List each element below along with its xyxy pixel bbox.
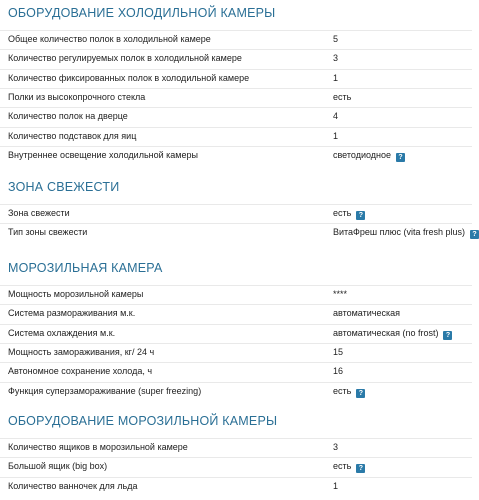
spec-value <box>333 366 343 376</box>
spec-row <box>0 88 472 108</box>
spec-value <box>333 481 338 491</box>
spec-value <box>333 308 400 318</box>
spec-value-text: есть <box>333 385 352 396</box>
spec-value-text: ВитаФреш плюс (vita fresh plus) <box>333 227 466 238</box>
spec-label: Функция суперзамораживание (super freezing) <box>8 385 202 396</box>
spec-value-text: 15 <box>333 346 344 357</box>
spec-row <box>0 343 472 363</box>
spec-value <box>333 150 405 162</box>
section-title: ОБОРУДОВАНИЕ ХОЛОДИЛЬНОЙ КАМЕРЫ <box>8 6 276 20</box>
spec-value <box>333 347 343 357</box>
spec-value <box>333 289 347 299</box>
spec-row <box>0 324 472 344</box>
spec-label: Количество фиксированных полок в холодильной камере <box>8 72 250 83</box>
spec-value <box>333 442 338 452</box>
spec-row <box>0 438 472 458</box>
spec-value-text: есть <box>333 91 352 102</box>
spec-label: Мощность замораживания, кг/ 24 ч <box>8 346 155 357</box>
spec-value-text: 16 <box>333 366 344 377</box>
help-icon[interactable]: ? <box>356 211 365 220</box>
section-title: ЗОНА СВЕЖЕСТИ <box>8 180 120 194</box>
spec-value <box>333 461 365 473</box>
spec-row <box>0 49 472 69</box>
section-title: МОРОЗИЛЬНАЯ КАМЕРА <box>8 261 163 275</box>
spec-row <box>0 30 472 50</box>
spec-label: Количество подставок для яиц <box>8 130 137 141</box>
spec-label: Система размораживания м.к. <box>8 308 136 319</box>
help-icon[interactable]: ? <box>396 153 405 162</box>
section-title: ОБОРУДОВАНИЕ МОРОЗИЛЬНОЙ КАМЕРЫ <box>8 414 278 428</box>
spec-value-text: 1 <box>333 72 339 83</box>
spec-value-text: 5 <box>333 34 339 44</box>
spec-row <box>0 127 472 147</box>
spec-value-text: **** <box>333 289 348 299</box>
spec-value-text: 1 <box>333 480 339 491</box>
spec-value <box>333 73 338 83</box>
spec-value <box>333 34 338 44</box>
spec-value <box>333 92 351 102</box>
spec-row <box>0 382 472 402</box>
spec-value-text: 3 <box>333 442 339 452</box>
spec-label: Количество ванночек для льда <box>8 480 138 491</box>
help-icon[interactable]: ? <box>443 331 452 340</box>
help-icon[interactable]: ? <box>470 230 479 239</box>
spec-value <box>333 131 338 141</box>
spec-row <box>0 69 472 89</box>
spec-value-text: 4 <box>333 111 339 122</box>
spec-row <box>0 457 472 477</box>
spec-value-text: 1 <box>333 130 339 141</box>
spec-label: Зона свежести <box>8 208 70 218</box>
spec-value <box>333 386 365 398</box>
spec-value-text: автоматическая <box>333 308 400 319</box>
spec-row <box>0 204 472 224</box>
spec-value-text: 3 <box>333 53 339 64</box>
spec-label: Большой ящик (big box) <box>8 461 108 472</box>
spec-value <box>333 53 338 63</box>
spec-label: Количество регулируемых полок в холодильной камере <box>8 53 242 64</box>
spec-value-text: есть <box>333 208 352 218</box>
spec-row <box>0 362 472 382</box>
help-icon[interactable]: ? <box>356 464 365 473</box>
help-icon[interactable]: ? <box>356 389 365 398</box>
spec-value-text: есть <box>333 461 352 472</box>
spec-value <box>333 227 479 239</box>
spec-label: Количество ящиков в морозильной камере <box>8 442 188 452</box>
spec-label: Автономное сохранение холода, ч <box>8 366 153 377</box>
spec-label: Внутреннее освещение холодильной камеры <box>8 149 198 160</box>
spec-value <box>333 111 338 121</box>
spec-row <box>0 477 472 497</box>
spec-row <box>0 146 472 166</box>
spec-label: Система охлаждения м.к. <box>8 327 116 338</box>
spec-label: Количество полок на дверце <box>8 111 128 122</box>
spec-label: Тип зоны свежести <box>8 227 88 238</box>
spec-row <box>0 285 472 305</box>
spec-value <box>333 328 452 340</box>
spec-row <box>0 107 472 127</box>
spec-label: Мощность морозильной камеры <box>8 289 144 299</box>
spec-value-text: светодиодное <box>333 149 392 160</box>
spec-value-text: автоматическая (no frost) <box>333 327 439 338</box>
spec-value <box>333 208 365 220</box>
spec-label: Общее количество полок в холодильной камере <box>8 34 211 44</box>
spec-row <box>0 223 477 243</box>
spec-label: Полки из высокопрочного стекла <box>8 91 146 102</box>
spec-row <box>0 304 472 324</box>
